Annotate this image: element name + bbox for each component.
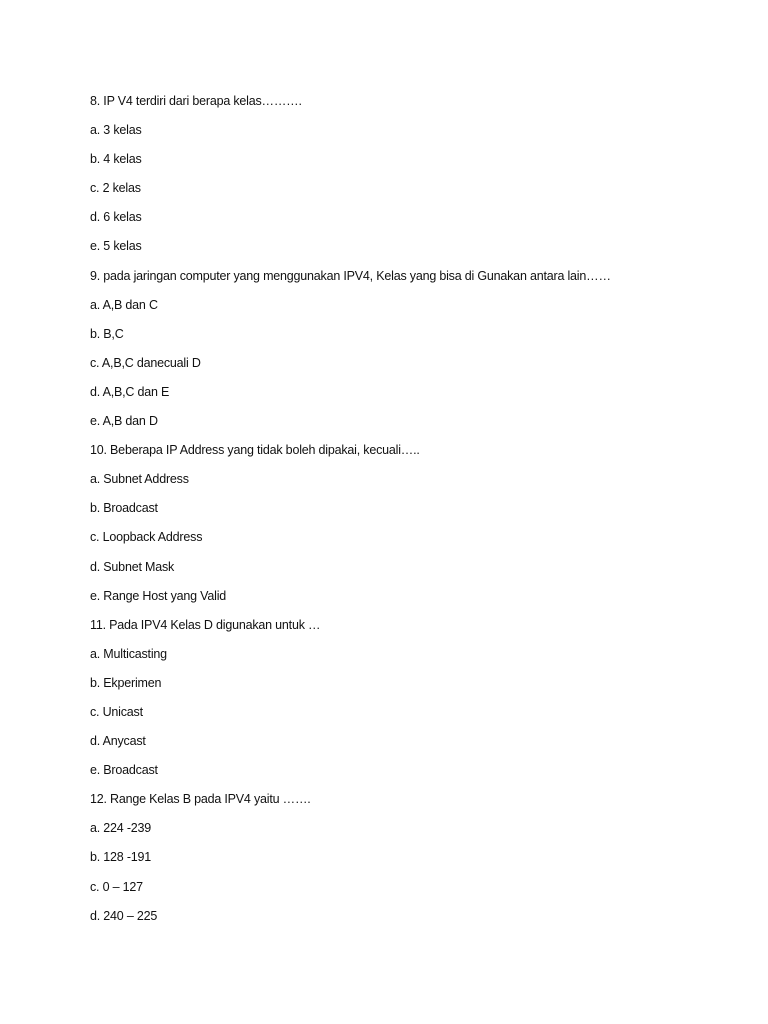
option-12c: c. 0 – 127 (90, 879, 143, 894)
question-12: 12. Range Kelas B pada IPV4 yaitu ……. (90, 792, 311, 807)
option-11a: a. Multicasting (90, 646, 167, 661)
question-9: 9. pada jaringan computer yang menggunakan IPV4, Kelas yang bisa di Gunakan antara lain…… (90, 268, 611, 283)
option-8d: d. 6 kelas (90, 210, 142, 225)
question-11: 11. Pada IPV4 Kelas D digunakan untuk … (90, 617, 321, 632)
option-10e: e. Range Host yang Valid (90, 588, 227, 603)
option-9c: c. A,B,C danecuali D (90, 355, 201, 370)
option-8b: b. 4 kelas (90, 152, 142, 167)
option-10c: c. Loopback Address (90, 530, 203, 545)
option-12b: b. 128 -191 (90, 850, 152, 865)
option-11e: e. Broadcast (90, 763, 158, 778)
option-9e: e. A,B dan D (90, 414, 158, 429)
option-12d: d. 240 – 225 (90, 908, 158, 923)
option-9d: d. A,B,C dan E (90, 384, 170, 399)
question-10: 10. Beberapa IP Address yang tidak boleh dipakai, kecuali….. (90, 443, 420, 458)
option-10a: a. Subnet Address (90, 472, 189, 487)
quiz-content (90, 91, 730, 935)
option-11b: b. Ekperimen (90, 675, 162, 690)
option-9a: a. A,B dan C (90, 297, 158, 312)
option-8a: a. 3 kelas (90, 123, 142, 138)
option-11d: d. Anycast (90, 734, 146, 749)
option-10b: b. Broadcast (90, 501, 158, 516)
option-8e: e. 5 kelas (90, 239, 142, 254)
option-8c: c. 2 kelas (90, 181, 141, 196)
option-10d: d. Subnet Mask (90, 559, 175, 574)
option-9b: b. B,C (90, 326, 124, 341)
option-12a: a. 224 -239 (90, 821, 152, 836)
option-11c: c. Unicast (90, 704, 143, 719)
question-8: 8. IP V4 terdiri dari berapa kelas………. (90, 94, 302, 108)
